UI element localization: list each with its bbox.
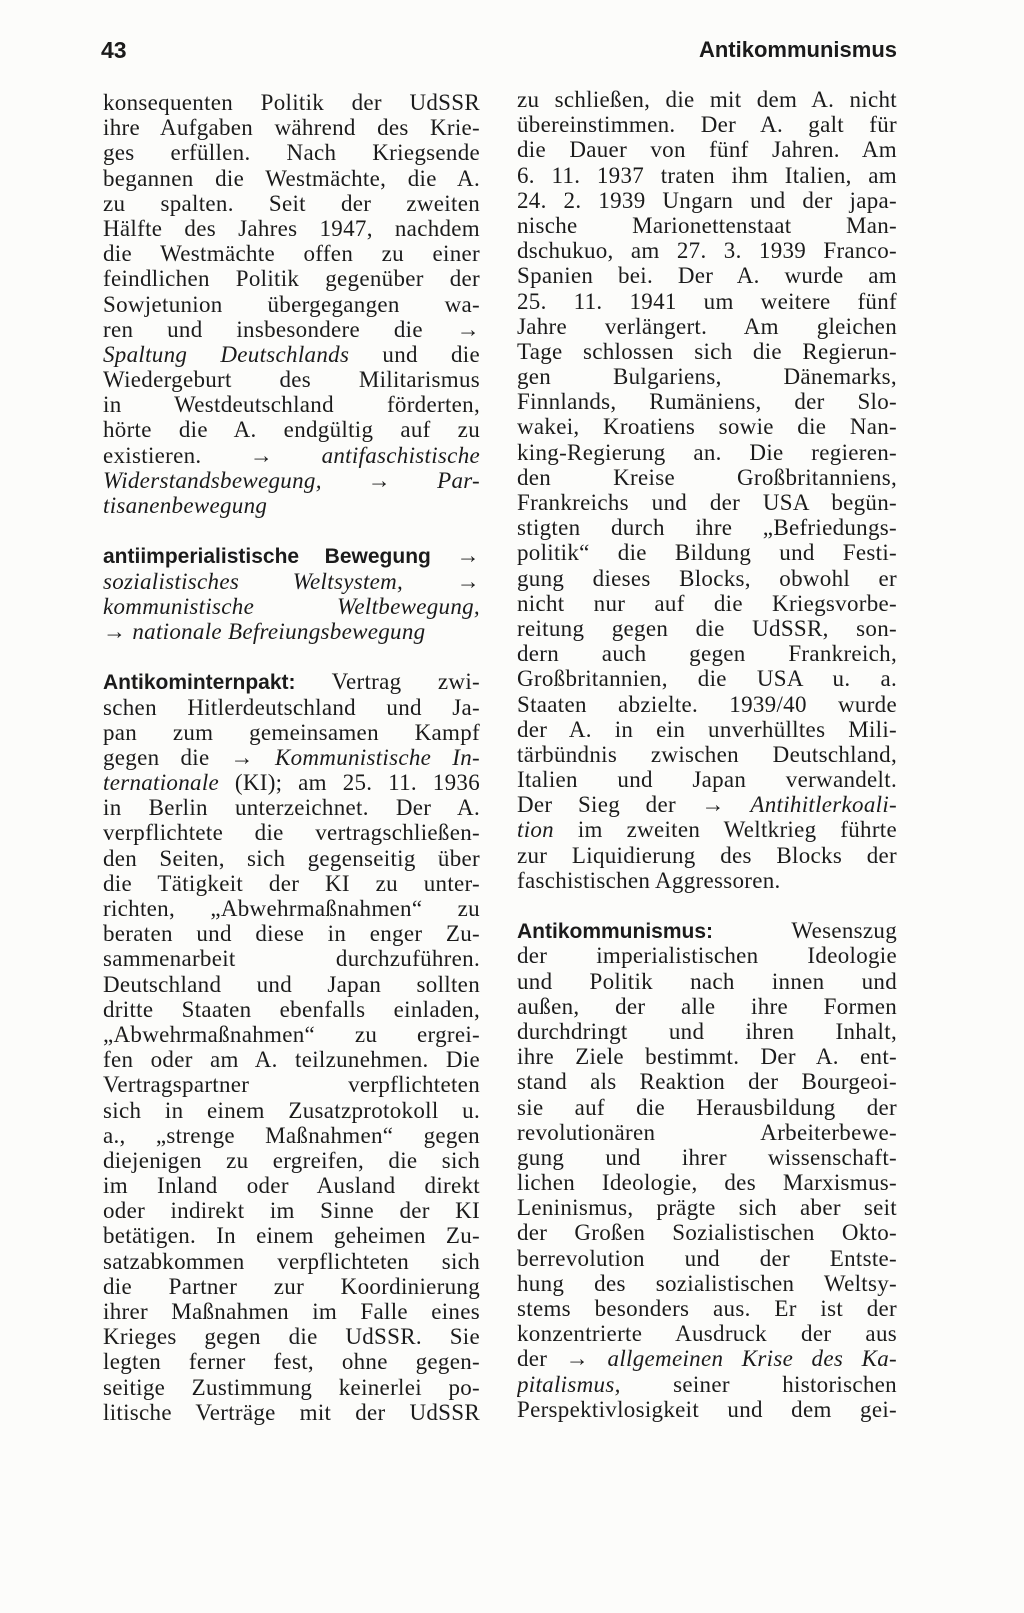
line-text: diejenigen zu ergreifen, die sich <box>103 1147 480 1173</box>
text-line <box>103 266 480 291</box>
text-line <box>103 166 480 191</box>
text-line <box>103 1249 480 1274</box>
text-line <box>517 289 897 314</box>
line-text: ren und insbesondere die → <box>103 316 480 342</box>
text-line <box>103 241 480 266</box>
right-column <box>517 87 897 1422</box>
text-line <box>517 641 897 666</box>
text-line <box>517 943 897 968</box>
text-line <box>517 817 897 842</box>
text-line <box>103 1022 480 1047</box>
cross-reference: Antihitlerkoali- <box>750 792 897 818</box>
page-number: 43 <box>101 37 127 63</box>
line-text: Hälfte des Jahres 1947, nachdem <box>103 215 480 241</box>
text-line <box>103 1349 480 1374</box>
text-line <box>517 414 897 439</box>
text-line <box>517 314 897 339</box>
line-text: den Kreise Großbritanniens, <box>517 464 897 490</box>
text-line <box>103 1274 480 1299</box>
text-line <box>517 666 897 691</box>
text-line <box>103 392 480 417</box>
line-text: 24. 2. 1939 Ungarn und der japa- <box>517 187 897 213</box>
text-line <box>103 1375 480 1400</box>
text-line <box>517 364 897 389</box>
line-text: Großbritannien, die USA u. a. <box>517 666 897 692</box>
line-text: king-Regierung an. Die regieren- <box>517 439 897 465</box>
text-line <box>103 367 480 392</box>
line-text: dern auch gegen Frankreich, <box>517 641 897 667</box>
text-line <box>517 1271 897 1296</box>
line-text: ihre Ziele bestimmt. Der A. ent- <box>517 1044 897 1070</box>
text-line <box>517 1346 897 1371</box>
line-text: richten, „Abwehrmaßnahmen“ zu <box>103 896 480 921</box>
line-text: außen, der alle ihre Formen <box>517 993 897 1019</box>
text-line <box>103 1148 480 1173</box>
text-line <box>517 515 897 540</box>
text-line <box>103 468 480 493</box>
line-text: der A. in ein unverhülltes Mili- <box>517 716 897 742</box>
line-text: 25. 11. 1941 um weitere fünf <box>517 288 897 314</box>
text-line <box>103 1324 480 1349</box>
line-text: der → <box>517 1346 608 1372</box>
line-text: Perspektivlosigkeit und dem gei- <box>517 1396 897 1422</box>
line-text: durchdringt und ihren Inhalt, <box>517 1018 897 1044</box>
cross-reference: kommunistische Weltbewegung, <box>103 593 480 619</box>
text-line <box>517 717 897 742</box>
text-line <box>103 972 480 997</box>
cross-reference: tion <box>517 817 554 843</box>
cross-reference: pitalismus, <box>517 1371 621 1397</box>
line-text: schen Hitlerdeutschland und Ja- <box>103 694 480 720</box>
text-line <box>103 1098 480 1123</box>
text-line <box>517 616 897 641</box>
line-text: litische Verträge mit der UdSSR <box>103 1399 480 1425</box>
line-text: gegen die → <box>103 744 275 770</box>
line-text: tärbündnis zwischen Deutschland, <box>517 741 897 767</box>
text-line <box>517 1120 897 1145</box>
line-text: sammenarbeit durchzuführen. <box>103 946 480 972</box>
headword: Antikominternpakt: <box>103 671 296 695</box>
text-line <box>103 543 480 568</box>
text-line <box>517 87 897 112</box>
line-text: faschistischen Aggressoren. <box>517 867 781 893</box>
line-text: und Politik nach innen und <box>517 968 897 994</box>
line-text: verpflichtete die vertragschließen- <box>103 820 480 846</box>
text-line <box>103 417 480 442</box>
text-line <box>103 921 480 946</box>
line-text: wakei, Kroatiens sowie die Nan- <box>517 414 897 440</box>
line-text: Italien und Japan verwandelt. <box>517 767 897 793</box>
text-line <box>517 440 897 465</box>
text-line <box>517 994 897 1019</box>
line-text: ihre Aufgaben während des Krie- <box>103 115 480 141</box>
text-line <box>517 389 897 414</box>
line-text: Vertrag zwi- <box>295 669 480 695</box>
line-text: konsequenten Politik der UdSSR <box>103 90 480 115</box>
line-text: sie auf die Herausbildung der <box>517 1094 897 1120</box>
text-line <box>103 191 480 216</box>
line-text: reitung gegen die UdSSR, son- <box>517 615 897 641</box>
text-line <box>103 1072 480 1097</box>
line-text: berrevolution und der Entste- <box>517 1245 897 1271</box>
line-text: und die <box>349 341 480 367</box>
line-text: der imperialistischen Ideologie <box>517 943 897 969</box>
text-line <box>103 594 480 619</box>
text-line <box>517 1321 897 1346</box>
line-text: Deutschland und Japan sollten <box>103 971 480 997</box>
text-line <box>103 1299 480 1324</box>
text-line <box>517 1019 897 1044</box>
text-line <box>103 997 480 1022</box>
text-line <box>517 490 897 515</box>
text-line <box>103 342 480 367</box>
line-text: stigten durch ihre „Befriedungs- <box>517 515 897 541</box>
text-line <box>103 619 480 644</box>
line-text: existieren. → <box>103 442 322 468</box>
line-text: → <box>430 543 480 569</box>
text-line <box>517 263 897 288</box>
text-line <box>103 1400 480 1425</box>
line-text: die Dauer von fünf Jahren. Am <box>517 137 897 163</box>
cross-reference: tisanenbewegung <box>103 493 268 518</box>
text-line <box>103 1047 480 1072</box>
text-line <box>103 695 480 720</box>
text-line <box>517 843 897 868</box>
line-text: der Großen Sozialistischen Okto- <box>517 1220 897 1246</box>
cross-reference: ternationale <box>103 770 220 796</box>
text-line <box>517 742 897 767</box>
text-line <box>517 339 897 364</box>
cross-reference: Kommunistische In- <box>274 744 480 770</box>
text-line <box>103 1198 480 1223</box>
text-line <box>517 1372 897 1397</box>
line-text: Wiedergeburt des Militarismus <box>103 367 480 393</box>
line-text: begannen die Westmächte, die A. <box>103 165 480 191</box>
text-line <box>103 140 480 165</box>
text-line <box>517 868 897 893</box>
text-line <box>517 213 897 238</box>
text-line <box>103 669 480 694</box>
paragraph-gap <box>517 893 897 918</box>
line-text: oder indirekt im Sinne der KI <box>103 1198 480 1224</box>
text-line <box>103 569 480 594</box>
line-text: ihrer Maßnahmen im Falle eines <box>103 1299 480 1324</box>
line-text: Tage schlossen sich die Regierun- <box>517 338 897 364</box>
line-text: den Seiten, sich gegenseitig über <box>103 845 480 871</box>
line-text: übereinstimmen. Der A. galt für <box>517 112 897 138</box>
text-line <box>103 745 480 770</box>
line-text: 6. 11. 1937 traten ihm Italien, am <box>517 162 897 188</box>
running-head: Antikommunismus <box>698 37 897 62</box>
text-line <box>103 292 480 317</box>
text-line <box>517 188 897 213</box>
line-text: hörte die A. endgültig auf zu <box>103 417 480 443</box>
line-text: gung dieses Blocks, obwohl er <box>517 565 897 591</box>
line-text: seitige Zustimmung keinerlei po- <box>103 1374 480 1400</box>
text-line <box>103 820 480 845</box>
line-text: satzabkommen verpflichteten sich <box>103 1248 480 1274</box>
text-line <box>517 566 897 591</box>
line-text: dritte Staaten ebenfalls einladen, <box>103 996 480 1022</box>
text-line <box>517 1170 897 1195</box>
text-line <box>517 1145 897 1170</box>
line-text: ges erfüllen. Nach Kriegsende <box>103 140 480 166</box>
paragraph-gap <box>103 644 480 669</box>
line-text: fen oder am A. teilzunehmen. Die <box>103 1047 480 1073</box>
line-text: pan zum gemeinsamen Kampf <box>103 719 480 745</box>
text-line <box>517 767 897 792</box>
text-line <box>103 90 480 115</box>
text-line <box>517 540 897 565</box>
cross-reference: Widerstandsbewegung, → Par- <box>103 467 480 493</box>
text-line <box>517 137 897 162</box>
line-text: Krieges gegen die UdSSR. Sie <box>103 1324 480 1350</box>
line-text: „Abwehrmaßnahmen“ zu ergrei- <box>103 1021 480 1047</box>
line-text: in Westdeutschland förderten, <box>103 392 480 418</box>
text-line <box>103 720 480 745</box>
text-line <box>517 1296 897 1321</box>
text-line <box>517 1069 897 1094</box>
line-text: Leninismus, prägte sich aber seit <box>517 1195 897 1221</box>
line-text: Sowjetunion übergegangen wa- <box>103 291 480 317</box>
text-line <box>103 1223 480 1248</box>
line-text: stand als Reaktion der Bourgeoi- <box>517 1069 897 1095</box>
headword: Antikommunismus: <box>517 920 714 944</box>
line-text: a., „strenge Maßnahmen“ gegen <box>103 1122 480 1148</box>
cross-reference: antifaschistische <box>321 442 480 468</box>
text-line <box>517 112 897 137</box>
text-line <box>103 871 480 896</box>
line-text: politik“ die Bildung und Festi- <box>517 540 897 566</box>
text-line <box>517 692 897 717</box>
line-text: hung des sozialistischen Weltsy- <box>517 1270 897 1296</box>
line-text: legten ferner fest, ohne gegen- <box>103 1349 480 1375</box>
text-line <box>517 238 897 263</box>
line-text: sich in einem Zusatzprotokoll u. <box>103 1097 480 1123</box>
cross-reference: Spaltung Deutschlands <box>103 341 350 367</box>
line-text: nische Marionettenstaat Man- <box>517 212 897 238</box>
left-column <box>103 90 480 1425</box>
line-text: die Westmächte offen zu einer <box>103 241 480 267</box>
text-line <box>103 896 480 921</box>
line-text: dschukuo, am 27. 3. 1939 Franco- <box>517 238 897 264</box>
line-text: revolutionären Arbeiterbewe- <box>517 1119 897 1145</box>
text-line <box>517 1246 897 1271</box>
text-line <box>517 465 897 490</box>
text-line <box>517 1095 897 1120</box>
line-text: (KI); am 25. 11. 1936 <box>219 770 480 796</box>
line-text: in Berlin unterzeichnet. Der A. <box>103 795 480 821</box>
text-line <box>517 1195 897 1220</box>
line-text: die Partner zur Koordinierung <box>103 1273 480 1299</box>
text-line <box>103 115 480 140</box>
headword: antiimperialistische Bewegung <box>103 545 431 569</box>
text-line <box>103 317 480 342</box>
line-text: zu schließen, die mit dem A. nicht <box>517 87 897 112</box>
text-line <box>517 792 897 817</box>
line-text: konzentrierte Ausdruck der aus <box>517 1321 897 1347</box>
cross-reference: → nationale Befreiungsbewegung <box>103 618 426 644</box>
text-line <box>517 1220 897 1245</box>
cross-reference: sozialistisches Weltsystem, → <box>103 568 480 594</box>
text-line <box>517 1044 897 1069</box>
line-text: feindlichen Politik gegenüber der <box>103 266 480 292</box>
text-line <box>103 1123 480 1148</box>
text-line <box>103 443 480 468</box>
text-line <box>103 770 480 795</box>
line-text: seiner historischen <box>620 1371 897 1397</box>
line-text: zu spalten. Seit der zweiten <box>103 190 480 216</box>
line-text: zur Liquidierung des Blocks der <box>517 842 897 868</box>
line-text: Spanien bei. Der A. wurde am <box>517 263 897 289</box>
text-line <box>517 1397 897 1422</box>
line-text: Wesenszug <box>713 918 897 944</box>
text-line <box>517 969 897 994</box>
text-line <box>103 846 480 871</box>
text-line <box>103 493 480 518</box>
line-text: betätigen. In einem geheimen Zu- <box>103 1223 480 1249</box>
line-text: nicht nur auf die Kriegsvorbe- <box>517 590 897 616</box>
line-text: lichen Ideologie, des Marxismus- <box>517 1170 897 1196</box>
text-line <box>517 918 897 943</box>
text-line <box>103 795 480 820</box>
line-text: gung und ihrer wissenschaft- <box>517 1144 897 1170</box>
line-text: im Inland oder Ausland direkt <box>103 1173 480 1199</box>
line-text: die Tätigkeit der KI zu unter- <box>103 870 480 896</box>
line-text: Vertragspartner verpflichteten <box>103 1072 480 1098</box>
line-text: gen Bulgariens, Dänemarks, <box>517 364 897 390</box>
text-line <box>103 1173 480 1198</box>
line-text: Frankreichs und der USA begün- <box>517 490 897 515</box>
line-text: Finnlands, Rumäniens, der Slo- <box>517 389 897 415</box>
text-line <box>517 163 897 188</box>
line-text: im zweiten Weltkrieg führte <box>553 817 897 843</box>
line-text: beraten und diese in enger Zu- <box>103 921 480 947</box>
line-text: Jahre verlängert. Am gleichen <box>517 313 897 339</box>
text-line <box>517 591 897 616</box>
line-text: Staaten abzielte. 1939/40 wurde <box>517 691 897 717</box>
paragraph-gap <box>103 518 480 543</box>
text-line <box>103 946 480 971</box>
line-text: stems besonders aus. Er ist der <box>517 1296 897 1321</box>
line-text: Der Sieg der → <box>517 792 751 818</box>
cross-reference: allgemeinen Krise des Ka- <box>607 1346 897 1372</box>
text-line <box>103 216 480 241</box>
